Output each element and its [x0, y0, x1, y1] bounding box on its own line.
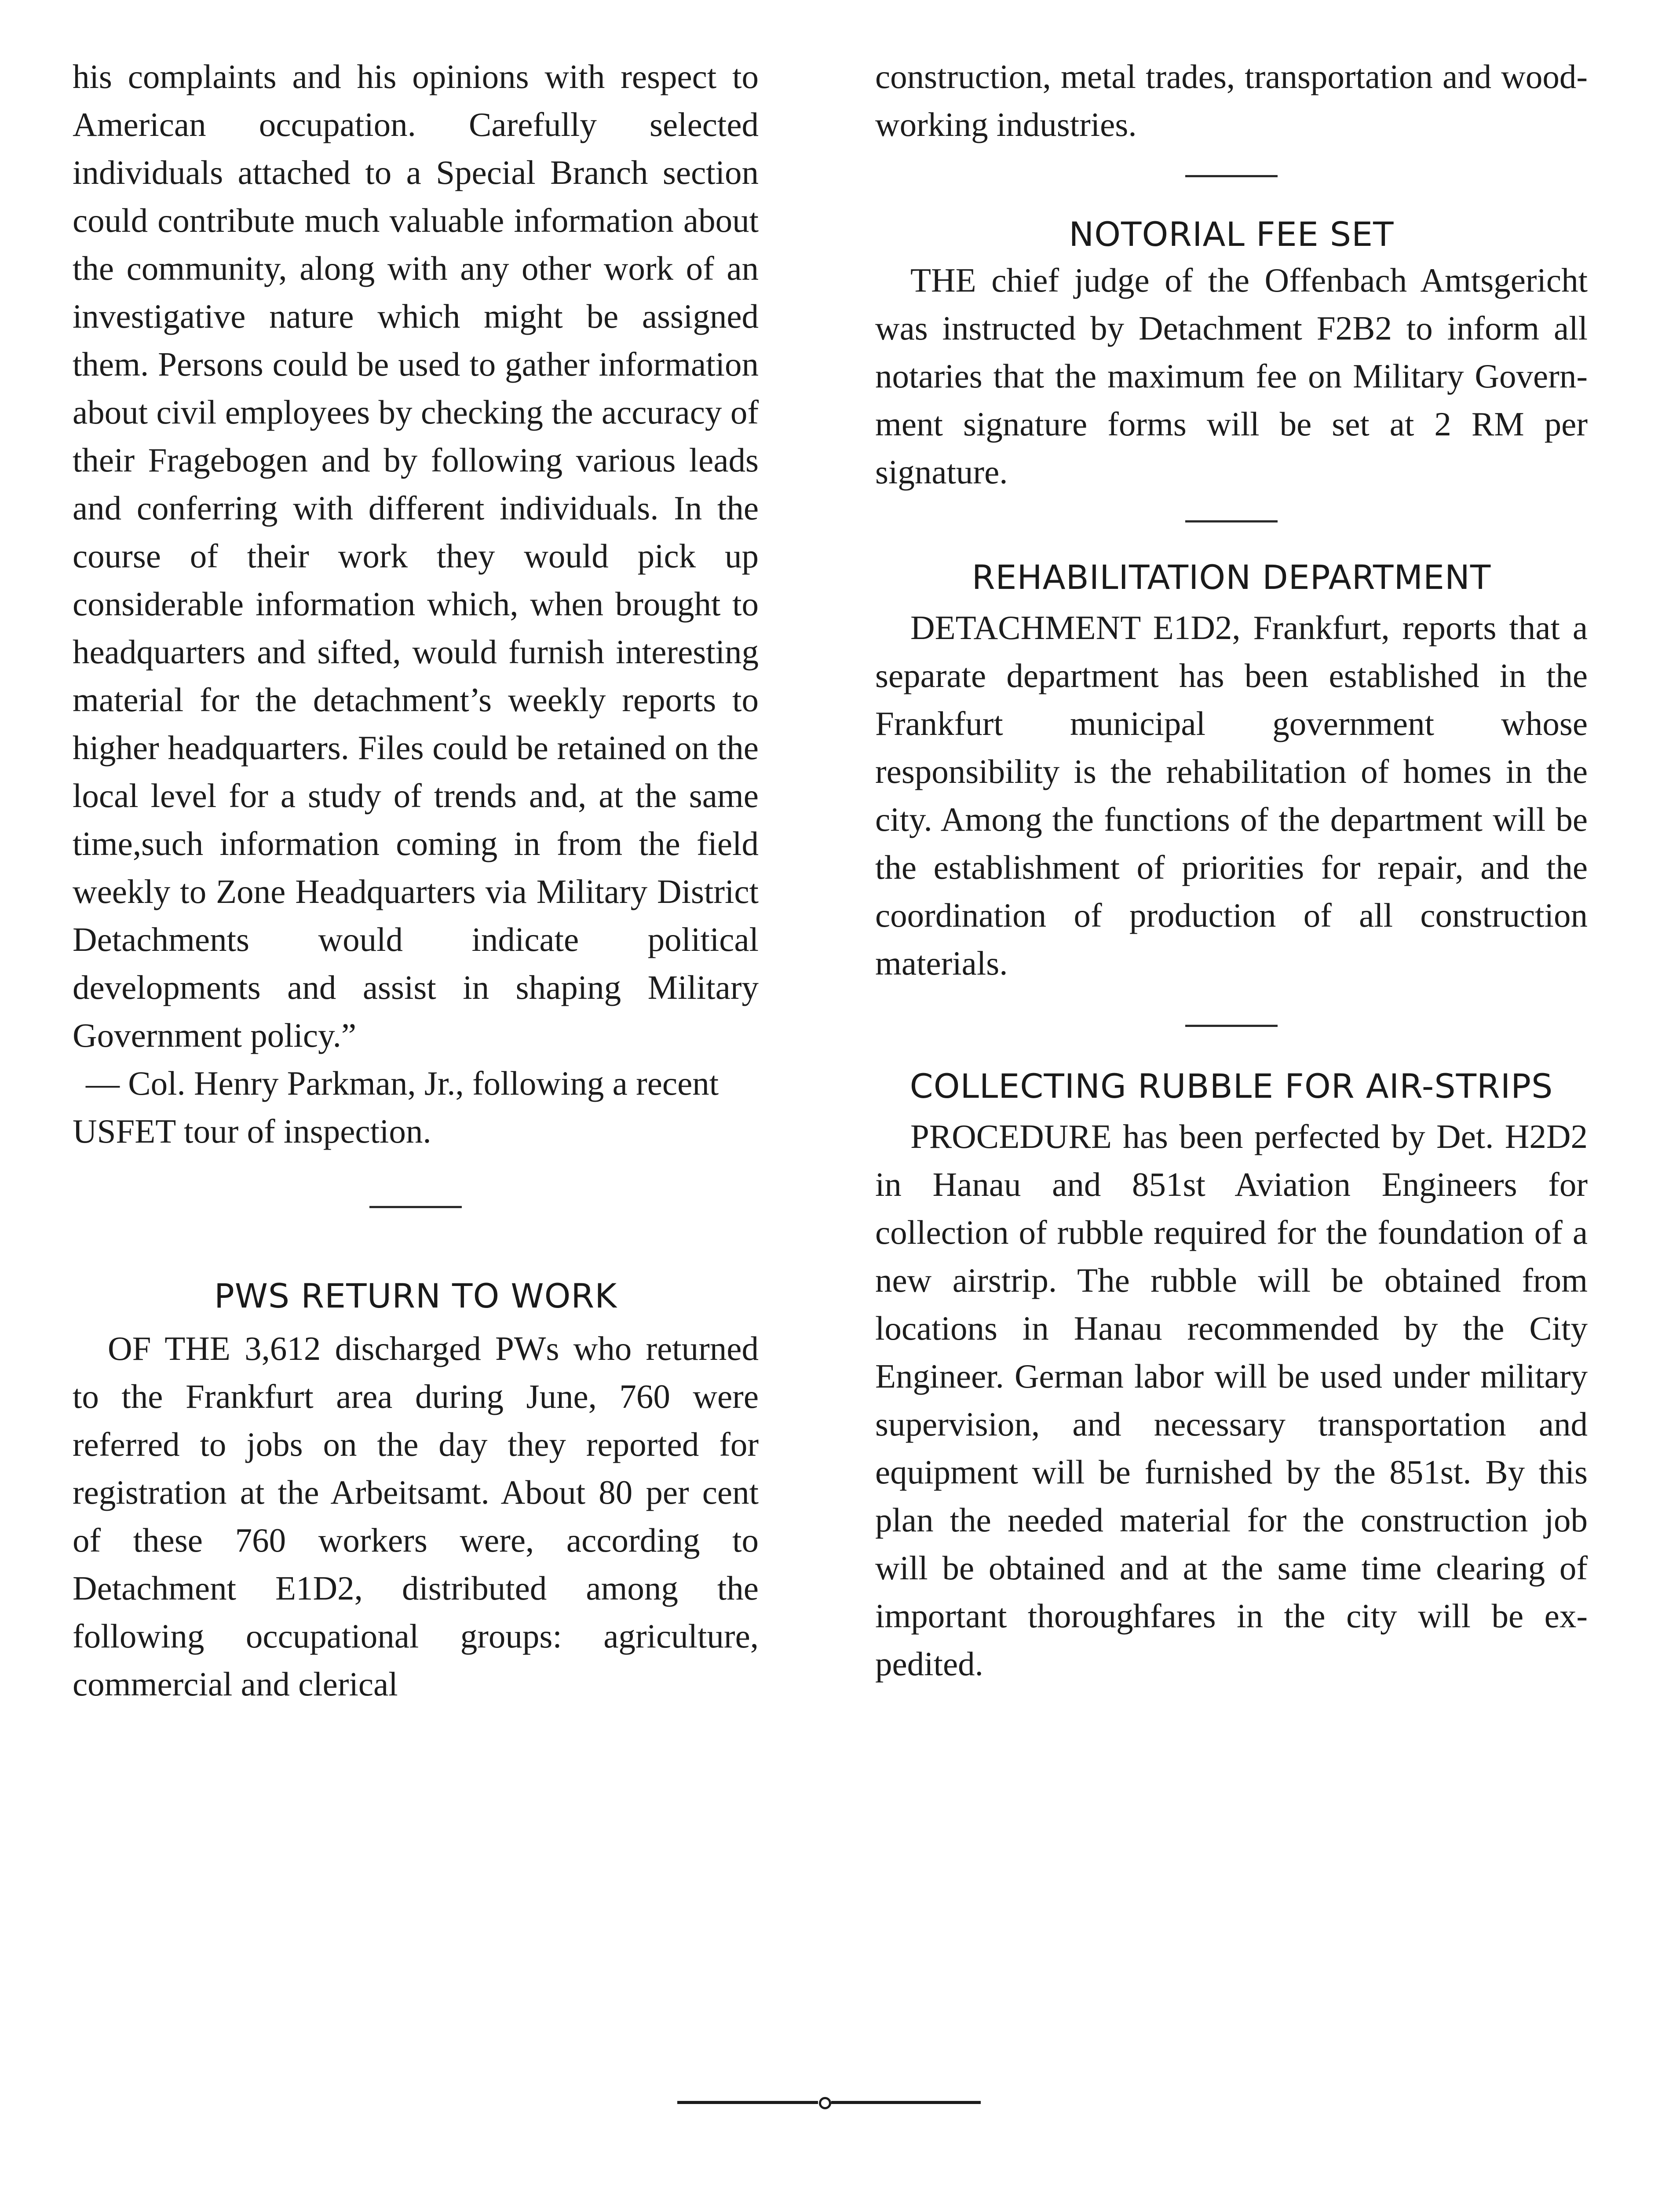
article-rubble-body: PROCEDURE has been perfected by Det. H2D2 in Hanau and 851st Aviation Engineers for collection of rubble required for the foundation of a new airstrip. The rubble will be obtained from locations in Hanau recommended by the City Engineer. German labor will be used under military supervision, and necessary transportation and equipment will be furnished by the 851st. By this plan the needed material for the construction job will be obtained and at the same time clearing of important thoroughfares in the city will be expedited.: [875, 1118, 1588, 1683]
ornament-line-left: [677, 2101, 818, 2104]
right-column: [875, 53, 1588, 1688]
end-ornament: [677, 2093, 981, 2111]
headline-collecting-rubble: COLLECTING RUBBLE FOR AIR-STRIPS: [909, 1067, 1553, 1106]
article-notorial-body: THE chief judge of the Offenbach Amtsgericht was instructed by Detachment F2B2 to inform all notaries that the maximum fee on Military Government signature forms will be set at 2 RM per signature.: [875, 261, 1588, 491]
headline-notorial-fee-set: NOTORIAL FEE SET: [1069, 215, 1394, 254]
ornament-circle: [819, 2097, 831, 2109]
ornament-line-right: [831, 2101, 981, 2104]
continued-paragraph: his complaints and his opinions with respect to American occupation. Carefully selected individuals attached to a Special Branch section could contribute much valuable information about the community, along with any other work of an investigative nature which might be assigned them. Persons could be used to gather information about civil employees by checking the accuracy of their Fragebogen and by following various leads and conferring with different individuals. In the course of their work they would pick up considerable information which, when brought to headquarters and sifted, would furnish interesting material for the detachment’s weekly reports to higher headquarters. Files could be retained on the local level for a study of trends and, at the same time,such information coming in from the field weekly to Zone Headquarters via Military District Detachments would indicate political developments and assist in shaping Military Government policy.”: [73, 58, 759, 1054]
quote-attribution: — Col. Henry Parkman, Jr., following a recent USFET tour of inspection.: [73, 1064, 719, 1150]
left-column: [73, 53, 759, 1708]
article-pws-body: OF THE 3,612 discharged PWs who returned to the Frankfurt area during June, 760 were referred to jobs on the day they reported for registration at the Arbeitsamt. About 80 per cent of these 760 workers were, according to Detachment E1D2, distributed among the following occupational groups: agriculture, commercial and clerical: [73, 1330, 759, 1703]
headline-rehabilitation-department: REHABILITATION DEPARTMENT: [971, 558, 1491, 597]
article-rehab-body: DETACHMENT E1D2, Frankfurt, reports that a separate department has been established in the Frankfurt municipal government whose responsibility is the rehabilitation of homes in the city. Among the functions of the department will be the establishment of priorities for repair, and the coordination of production of all construction materials.: [875, 609, 1588, 982]
continued-text: construction, metal trades, transportation and wood-working industries.: [875, 58, 1588, 143]
headline-pws-return-to-work: PWS RETURN TO WORK: [214, 1276, 617, 1315]
